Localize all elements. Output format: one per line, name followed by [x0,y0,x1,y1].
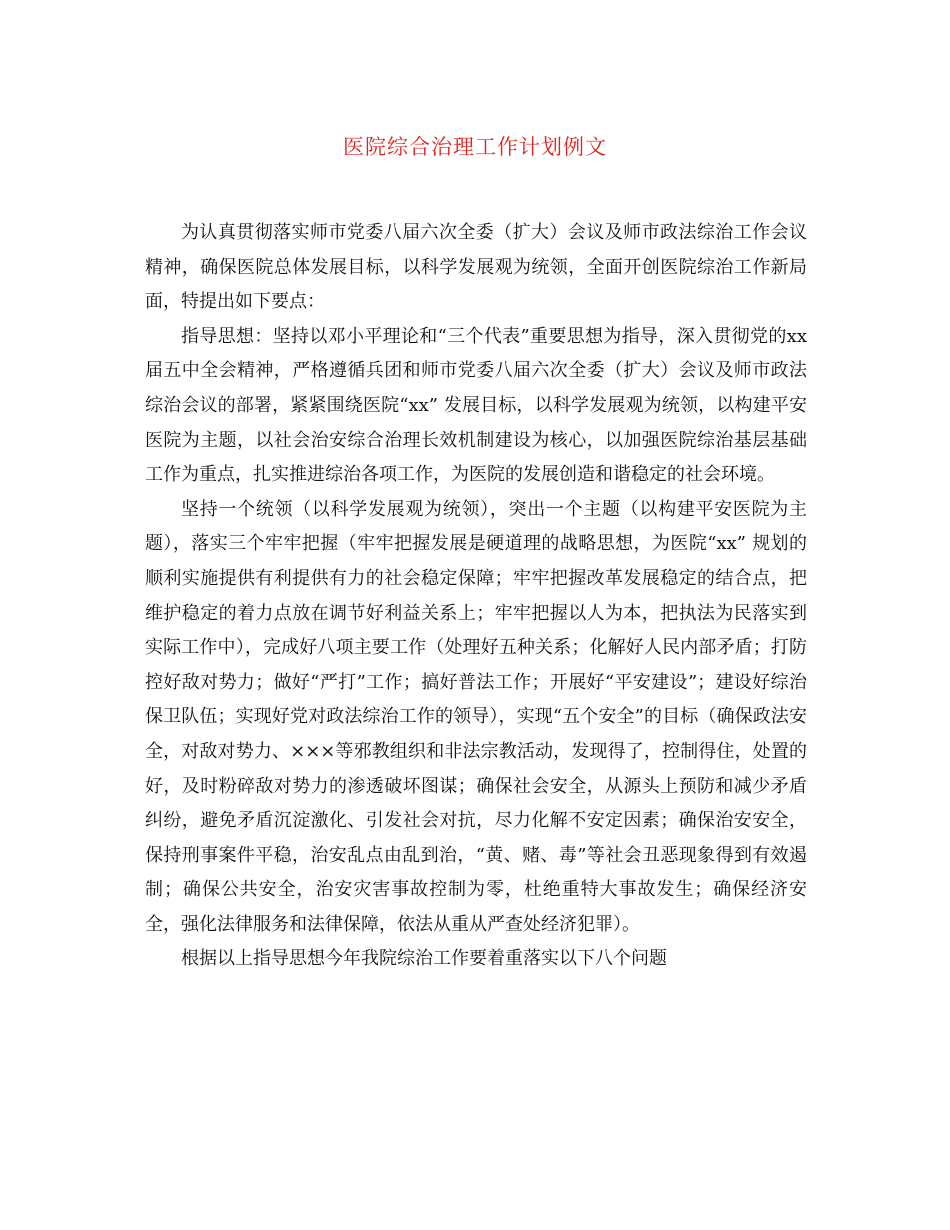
paragraph-intro: 为认真贯彻落实师市党委八届六次全委（扩大）会议及师市政法综治工作会议精神，确保医院总体发展目标，以科学发展观为统领，全面开创医院综治工作新局面，特提出如下要点： [145,222,807,313]
paragraph-guiding-thought: 指导思想：坚持以邓小平理论和“三个代表”重要思想为指导，深入贯彻党的xx届五中全会精神，严格遵循兵团和师市党委八届六次全委（扩大）会议及师市政法综治会议的部署，紧紧围绕医院“xx” 发展目标，以科学发展观为统领，以构建平安医院为主题，以社会治安综合治理长效机制建设为核心，以加强医院综治基层基础工作为重点，扎实推进综治各项工作，为医院的发展创造和谐稳定的社会环境。 [145,325,807,486]
document-body [145,216,807,977]
document-title: 医院综合治理工作计划例文 [343,135,607,159]
paragraph-closing: 根据以上指导思想今年我院综治工作要着重落实以下八个问题 [181,948,667,970]
paragraph-principles: 坚持一个统领（以科学发展观为统领），突出一个主题（以构建平安医院为主题），落实三个牢牢把握（牢牢把握发展是硬道理的战略思想，为医院“xx” 规划的顺利实施提供有利提供有力的社会稳定保障；牢牢把握改革发展稳定的结合点，把维护稳定的着力点放在调节好利益关系上；牢牢把握以人为本，把执法为民落实到实际工作中），完成好八项主要工作（处理好五种关系；化解好人民内部矛盾；打防控好敌对势力；做好“严打”工作；搞好普法工作；开展好“平安建设”；建设好综治保卫队伍；实现好党对政法综治工作的领导），实现“五个安全”的目标（确保政法安全，对敌对势力、×××等邪教组织和非法宗教活动，发现得了，控制得住，处置的好，及时粉碎敌对势力的渗透破坏图谋；确保社会安全，从源头上预防和减少矛盾纠纷，避免矛盾沉淀激化、引发社会对抗，尽力化解不安定因素；确保治安安全，保持刑事案件平稳，治安乱点由乱到治，“黄、赌、毒”等社会丑恶现象得到有效遏制；确保公共安全，治安灾害事故控制为零，杜绝重特大事故发生；确保经济安全，强化法律服务和法律保障，依法从重从严查处经济犯罪）。 [145,498,807,935]
